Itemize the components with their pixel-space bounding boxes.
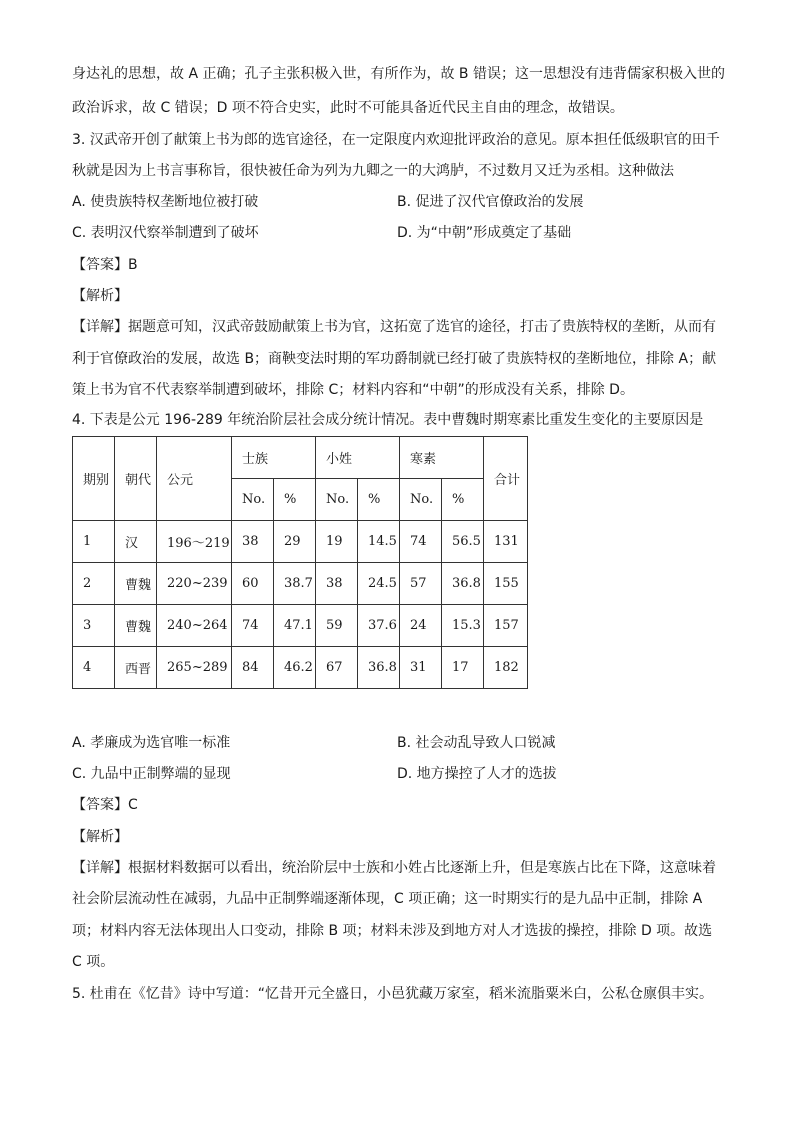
- cell: 84: [232, 647, 274, 689]
- cell: 19: [316, 521, 358, 563]
- q3-answer: 【答案】B: [72, 257, 138, 273]
- subheader-no: No.: [400, 479, 442, 521]
- subheader-pct: %: [358, 479, 400, 521]
- q4-option-d: D. 地方操控了人才的选拔: [397, 766, 557, 782]
- cell: 29: [274, 521, 316, 563]
- cell: 265~289: [157, 647, 232, 689]
- cell: 67: [316, 647, 358, 689]
- cell: 15.3: [442, 605, 484, 647]
- cell: 36.8: [442, 563, 484, 605]
- question-3-stem: 3. 汉武帝开创了献策上书为郎的选官途径，在一定限度内欢迎批评政治的意见。原本担任低级职官的田千: [72, 132, 720, 148]
- q4-option-b: B. 社会动乱导致人口锐减: [397, 735, 556, 751]
- q3-option-b: B. 促进了汉代官僚政治的发展: [397, 194, 584, 210]
- cell: 59: [316, 605, 358, 647]
- question-5-stem: 5. 杜甫在《忆昔》诗中写道：“忆昔开元全盛日，小邑犹藏万家室，稻米流脂粟米白，公私仓廪俱丰实。: [72, 986, 714, 1002]
- cell: 60: [232, 563, 274, 605]
- q3-detail-line: 策上书为官不代表察举制遭到破坏，排除 C；材料内容和“中朝”的形成没有关系，排除 D。: [72, 382, 634, 398]
- header-period: 期别: [73, 437, 115, 521]
- table-row: [73, 521, 528, 563]
- subheader-no: No.: [316, 479, 358, 521]
- cell: 38: [232, 521, 274, 563]
- cell: 1: [73, 521, 115, 563]
- table-row: [73, 563, 528, 605]
- q3-option-a: A. 使贵族特权垄断地位被打破: [72, 194, 259, 210]
- subheader-pct: %: [442, 479, 484, 521]
- cell: 131: [484, 521, 528, 563]
- cell: 37.6: [358, 605, 400, 647]
- q4-detail-line: C 项。: [72, 954, 115, 970]
- cell: 2: [73, 563, 115, 605]
- cell: 57: [400, 563, 442, 605]
- cell: 240~264: [157, 605, 232, 647]
- header-xiaoxing: 小姓: [316, 437, 400, 479]
- cell: 47.1: [274, 605, 316, 647]
- question-4-stem: 4. 下表是公元 196-289 年统治阶层社会成分统计情况。表中曹魏时期寒素比重发生变化的主要原因是: [72, 412, 704, 428]
- q3-analysis-label: 【解析】: [72, 288, 128, 304]
- cell: 157: [484, 605, 528, 647]
- table-header-row: [73, 437, 528, 479]
- cell: 182: [484, 647, 528, 689]
- q3-option-c: C. 表明汉代察举制遭到了破坏: [72, 225, 259, 241]
- cell: 196～219: [157, 521, 232, 563]
- q4-detail-line: 【详解】根据材料数据可以看出，统治阶层中士族和小姓占比逐渐上升，但是寒族占比在下降，这意味着: [72, 860, 716, 876]
- header-total: 合计: [484, 437, 528, 521]
- cell: 155: [484, 563, 528, 605]
- cell: 46.2: [274, 647, 316, 689]
- cell: 38.7: [274, 563, 316, 605]
- cell: 24.5: [358, 563, 400, 605]
- header-shizu: 士族: [232, 437, 316, 479]
- cell: 4: [73, 647, 115, 689]
- cell: 24: [400, 605, 442, 647]
- q4-answer: 【答案】C: [72, 797, 138, 813]
- subheader-pct: %: [274, 479, 316, 521]
- q4-option-c: C. 九品中正制弊端的显现: [72, 766, 231, 782]
- cell: 74: [400, 521, 442, 563]
- cell: 曹魏: [115, 605, 157, 647]
- text-line: 身达礼的思想，故 A 正确；孔子主张积极入世，有所作为，故 B 错误；这一思想没有违背儒家积极入世的: [72, 66, 725, 82]
- cell: 36.8: [358, 647, 400, 689]
- cell: 曹魏: [115, 563, 157, 605]
- text-line: 政治诉求，故 C 错误；D 项不符合史实，此时不可能具备近代民主自由的理念，故错误。: [72, 100, 624, 116]
- subheader-no: No.: [232, 479, 274, 521]
- table-row: [73, 647, 528, 689]
- cell: 220~239: [157, 563, 232, 605]
- header-year: 公元: [157, 437, 232, 521]
- cell: 14.5: [358, 521, 400, 563]
- q3-detail-line: 利于官僚政治的发展，故选 B；商鞅变法时期的军功爵制就已经打破了贵族特权的垄断地位，排除 A；献: [72, 351, 717, 367]
- q4-detail-line: 社会阶层流动性在减弱，九品中正制弊端逐渐体现，C 项正确；这一时期实行的是九品中正制，排除 A: [72, 891, 703, 907]
- statistics-table: [72, 436, 528, 689]
- cell: 17: [442, 647, 484, 689]
- cell: 31: [400, 647, 442, 689]
- table-row: [73, 605, 528, 647]
- q4-analysis-label: 【解析】: [72, 829, 128, 845]
- q3-detail-line: 【详解】据题意可知，汉武帝鼓励献策上书为官，这拓宽了选官的途径，打击了贵族特权的垄断，从而有: [72, 319, 716, 335]
- q4-option-a: A. 孝廉成为选官唯一标准: [72, 735, 231, 751]
- cell: 3: [73, 605, 115, 647]
- text-line: 秋就是因为上书言事称旨，很快被任命为列为九卿之一的大鸿胪，不过数月又迁为丞相。这种做法: [72, 163, 674, 179]
- cell: 56.5: [442, 521, 484, 563]
- cell: 74: [232, 605, 274, 647]
- q4-detail-line: 项；材料内容无法体现出人口变动，排除 B 项；材料未涉及到地方对人才选拔的操控，排除 D 项。故选: [72, 923, 713, 939]
- header-hansu: 寒素: [400, 437, 484, 479]
- cell: 38: [316, 563, 358, 605]
- header-dynasty: 朝代: [115, 437, 157, 521]
- q3-option-d: D. 为“中朝”形成奠定了基础: [397, 225, 572, 241]
- cell: 西晋: [115, 647, 157, 689]
- cell: 汉: [115, 521, 157, 563]
